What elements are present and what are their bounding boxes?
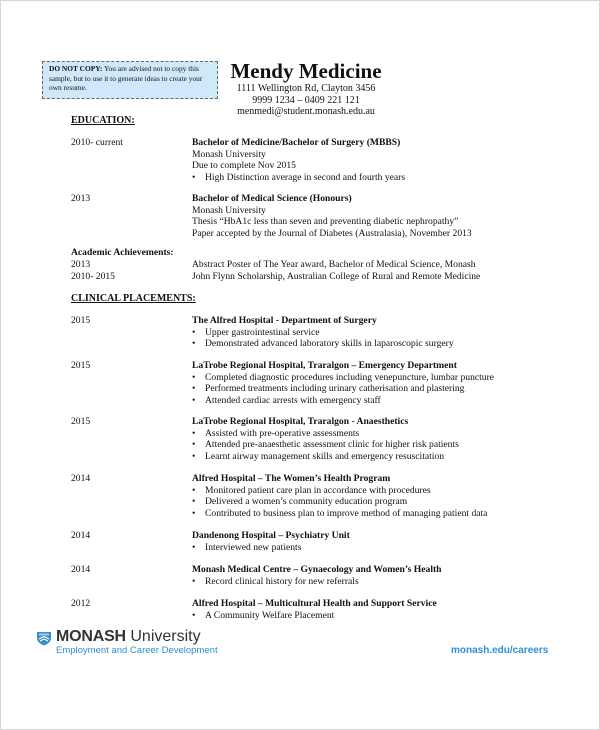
entry-line: Thesis “HbA1c less than seven and preventing diabetic nephropathy”: [192, 216, 459, 228]
entry-date: 2012: [71, 598, 91, 609]
brand-bold: MONASH: [56, 628, 126, 645]
entry-date: 2014: [71, 564, 91, 575]
monash-shield-icon: [36, 631, 52, 646]
entry-date: 2015: [71, 360, 91, 371]
achievement-text: John Flynn Scholarship, Australian College of Rural and Remote Medicine: [192, 271, 481, 282]
brand-name: [56, 628, 201, 646]
entry-title: Bachelor of Medicine/Bachelor of Surgery (MBBS): [192, 137, 401, 148]
entry-bullet: • Learnt airway management skills and emergency resuscitation: [192, 451, 552, 463]
entry-bullet: • Contributed to business plan to improve method of managing patient data: [192, 508, 552, 520]
clinical-placements-heading: CLINICAL PLACEMENTS:: [71, 293, 196, 304]
brand-rest: University: [125, 628, 201, 645]
entry-title: Alfred Hospital – Multicultural Health and Support Service: [192, 598, 437, 609]
do-not-copy-notice: [42, 61, 218, 99]
entry-title: Alfred Hospital – The Women’s Health Program: [192, 473, 391, 484]
entry-bullet: • Monitored patient care plan in accordance with procedures: [192, 485, 552, 497]
achievement-text: Abstract Poster of The Year award, Bachelor of Medical Science, Monash: [192, 259, 476, 270]
entry-bullet: • Attended cardiac arrests with emergency staff: [192, 395, 552, 407]
careers-url: monash.edu/careers: [451, 645, 549, 656]
entry-bullet: • Performed treatments including urinary catherisation and plastering: [192, 383, 552, 395]
resume-header: [223, 59, 389, 118]
achievements-heading: Academic Achievements:: [71, 247, 174, 258]
entry-bullet: • Demonstrated advanced laboratory skills in laparoscopic surgery: [192, 338, 552, 350]
entry-date: 2013: [71, 193, 91, 204]
entry-title: LaTrobe Regional Hospital, Traralgon - Anaesthetics: [192, 416, 409, 427]
entry-title: Bachelor of Medical Science (Honours): [192, 193, 352, 204]
entry-line: Paper accepted by the Journal of Diabetes (Australasia), November 2013: [192, 227, 472, 239]
entry-date: 2014: [71, 473, 91, 484]
entry-bullet: • Attended pre-anaesthetic assessment clinic for higher risk patients: [192, 439, 552, 451]
entry-title: LaTrobe Regional Hospital, Traralgon – Emergency Department: [192, 360, 457, 371]
applicant-name: Mendy Medicine: [230, 59, 382, 83]
entry-date: 2010- current: [71, 137, 123, 148]
notice-label: DO NOT COPY:: [49, 64, 103, 73]
entry-date: 2014: [71, 530, 91, 541]
entry-title: The Alfred Hospital - Department of Surgery: [192, 315, 377, 326]
entry-bullet: • Interviewed new patients: [192, 542, 552, 554]
address: 1111 Wellington Rd, Clayton 3456: [236, 83, 376, 94]
entry-bullet: • Assisted with pre-operative assessments: [192, 428, 552, 440]
entry-date: 2015: [71, 416, 91, 427]
achievement-date: 2010- 2015: [71, 271, 115, 282]
phone: 9999 1234 – 0409 221 121: [252, 94, 360, 106]
brand-subtitle: Employment and Career Development: [56, 645, 218, 656]
entry-line: Monash University: [192, 204, 266, 216]
entry-date: 2015: [71, 315, 91, 326]
entry-bullet: • Delivered a women’s community education program: [192, 496, 552, 508]
notice-text: You are advised not to copy this sample, but to use it to generate ideas to create your own resume.: [49, 64, 203, 92]
achievement-date: 2013: [71, 259, 91, 270]
entry-bullet: • High Distinction average in second and fourth years: [192, 172, 552, 184]
education-heading: EDUCATION:: [71, 115, 135, 126]
entry-bullet: • Record clinical history for new referrals: [192, 576, 552, 588]
entry-bullet: • Completed diagnostic procedures including venepuncture, lumbar puncture: [192, 372, 552, 384]
monash-logo: [36, 628, 256, 658]
email: menmedi@student.monash.edu.au: [237, 106, 375, 117]
entry-title: Monash Medical Centre – Gynaecology and Women’s Health: [192, 564, 442, 575]
entry-bullet: • Upper gastrointestinal service: [192, 327, 552, 339]
entry-line: Due to complete Nov 2015: [192, 160, 296, 172]
entry-bullet: • A Community Welfare Placement: [192, 610, 552, 622]
entry-line: Monash University: [192, 148, 266, 160]
entry-title: Dandenong Hospital – Psychiatry Unit: [192, 530, 350, 541]
